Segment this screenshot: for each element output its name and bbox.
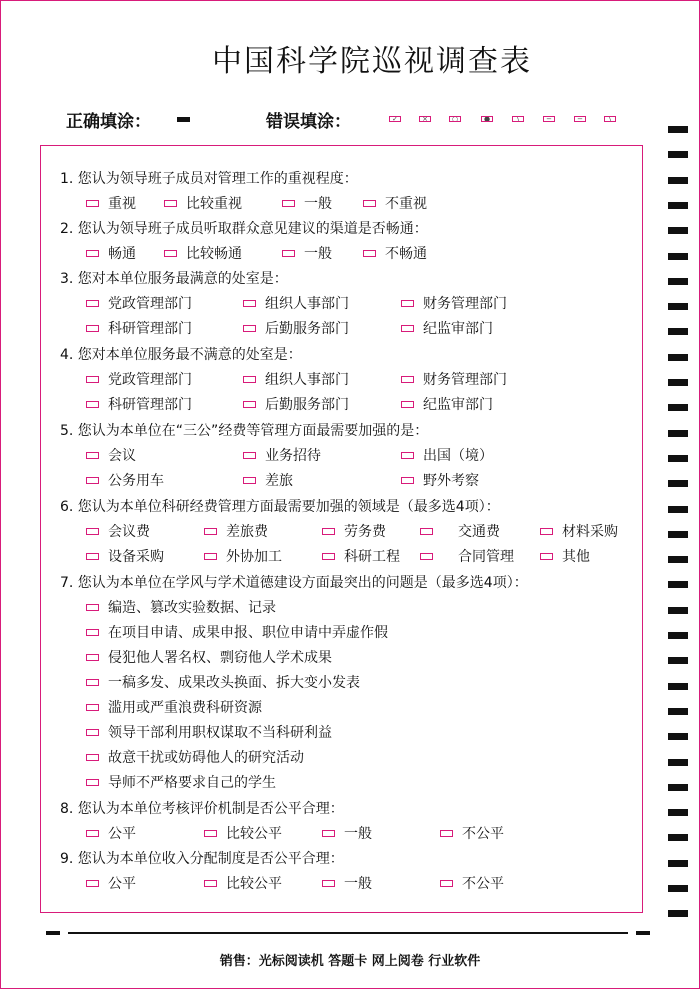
bubble-icon[interactable] — [420, 553, 433, 560]
timing-mark — [668, 151, 688, 158]
option-q7-2[interactable]: 在项目申请、成果申报、职位申请中弄虚作假 — [86, 622, 388, 642]
option-q7-7[interactable]: 故意干扰或妨碍他人的研究活动 — [86, 747, 304, 767]
bubble-icon[interactable] — [86, 376, 99, 383]
option-q3-1[interactable]: 党政管理部门 — [86, 293, 192, 313]
option-q9-4[interactable]: 不公平 — [440, 873, 504, 893]
bubble-icon[interactable] — [401, 376, 414, 383]
question-7: 7. 您认为本单位在学风与学术道德建设方面最突出的问题是（最多选4项）： — [60, 575, 528, 591]
wrong-sample-corner-icon: \ — [604, 116, 616, 122]
bubble-icon[interactable] — [86, 528, 99, 535]
bubble-icon[interactable] — [164, 250, 177, 257]
option-q3-6[interactable]: 纪监审部门 — [401, 318, 493, 338]
bubble-icon[interactable] — [401, 325, 414, 332]
timing-mark — [668, 278, 688, 285]
timing-mark — [668, 455, 688, 462]
page-title: 中国科学院巡视调查表 — [212, 44, 532, 79]
option-q6-2[interactable]: 差旅费 — [204, 521, 268, 541]
question-1: 1. 您认为领导班子成员对管理工作的重视程度： — [60, 171, 358, 187]
timing-mark — [668, 910, 688, 917]
bubble-icon[interactable] — [401, 452, 414, 459]
wrong-sample-check-icon: ✓ — [389, 116, 401, 122]
option-q6-8[interactable]: 科研工程 — [322, 546, 400, 566]
bubble-icon[interactable] — [204, 880, 217, 887]
timing-mark — [668, 657, 688, 664]
bubble-icon[interactable] — [440, 830, 453, 837]
option-q7-3[interactable]: 侵犯他人署名权、剽窃他人学术成果 — [86, 647, 332, 667]
bubble-icon[interactable] — [363, 250, 376, 257]
bubble-icon[interactable] — [243, 300, 256, 307]
bubble-icon[interactable] — [243, 325, 256, 332]
timing-mark — [668, 354, 688, 361]
bubble-icon[interactable] — [322, 553, 335, 560]
vendor-footer: 销售：光标阅读机 答题卡 网上阅卷 行业软件 — [219, 954, 481, 969]
bubble-icon[interactable] — [86, 880, 99, 887]
wrong-sample-half-icon: ● — [481, 116, 493, 122]
option-q7-1[interactable]: 编造、篡改实验数据、记录 — [86, 597, 276, 617]
bubble-icon[interactable] — [86, 604, 99, 611]
question-2: 2. 您认为领导班子成员听取群众意见建议的渠道是否畅通： — [60, 221, 428, 237]
option-q8-2[interactable]: 比较公平 — [204, 823, 282, 843]
bubble-icon[interactable] — [440, 880, 453, 887]
correct-fill-sample-icon — [177, 117, 190, 122]
option-q4-2[interactable]: 组织人事部门 — [243, 369, 349, 389]
option-q5-5[interactable]: 差旅 — [243, 470, 293, 490]
timing-mark — [668, 683, 688, 690]
question-8: 8. 您认为本单位考核评价机制是否公平合理： — [60, 801, 344, 817]
question-9: 9. 您认为本单位收入分配制度是否公平合理： — [60, 851, 344, 867]
timing-mark — [668, 202, 688, 209]
bubble-icon[interactable] — [86, 679, 99, 686]
option-q5-2[interactable]: 业务招待 — [243, 445, 321, 465]
option-q2-1[interactable]: 畅通 — [86, 243, 136, 263]
bottom-timing-mark-right — [636, 931, 650, 935]
option-q5-4[interactable]: 公务用车 — [86, 470, 164, 490]
timing-mark — [668, 581, 688, 588]
bubble-icon[interactable] — [322, 830, 335, 837]
option-q4-3[interactable]: 财务管理部门 — [401, 369, 507, 389]
option-q6-7[interactable]: 外协加工 — [204, 546, 282, 566]
bubble-icon[interactable] — [420, 528, 433, 535]
bubble-icon[interactable] — [322, 880, 335, 887]
bubble-icon[interactable] — [86, 830, 99, 837]
option-q5-3[interactable]: 出国（境） — [401, 445, 493, 465]
option-q6-3[interactable]: 劳务费 — [322, 521, 386, 541]
question-6: 6. 您认为本单位科研经费管理方面最需要加强的领域是（最多选4项）： — [60, 499, 500, 515]
timing-mark — [668, 834, 688, 841]
timing-mark — [668, 759, 688, 766]
bubble-icon[interactable] — [86, 250, 99, 257]
option-q5-1[interactable]: 会议 — [86, 445, 136, 465]
bubble-icon[interactable] — [401, 300, 414, 307]
timing-mark — [668, 607, 688, 614]
question-4: 4. 您对本单位服务最不满意的处室是： — [60, 347, 302, 363]
option-q4-5[interactable]: 后勤服务部门 — [243, 394, 349, 414]
timing-mark — [668, 253, 688, 260]
timing-mark — [668, 708, 688, 715]
option-q6-1[interactable]: 会议费 — [86, 521, 150, 541]
option-q1-1[interactable]: 重视 — [86, 193, 136, 213]
wrong-sample-dash-icon: − — [574, 116, 586, 122]
timing-mark — [668, 303, 688, 310]
bubble-icon[interactable] — [86, 452, 99, 459]
timing-mark — [668, 733, 688, 740]
timing-mark — [668, 809, 688, 816]
bubble-icon[interactable] — [86, 401, 99, 408]
bubble-icon[interactable] — [86, 325, 99, 332]
bubble-icon[interactable] — [243, 477, 256, 484]
option-q7-4[interactable]: 一稿多发、成果改头换面、拆大变小发表 — [86, 672, 360, 692]
option-q1-3[interactable]: 一般 — [282, 193, 332, 213]
option-q1-4[interactable]: 不重视 — [363, 193, 427, 213]
option-q7-6[interactable]: 领导干部利用职权谋取不当科研利益 — [86, 722, 332, 742]
bubble-icon[interactable] — [322, 528, 335, 535]
option-q3-3[interactable]: 财务管理部门 — [401, 293, 507, 313]
correct-fill-label: 正确填涂： — [66, 112, 151, 132]
option-q9-3[interactable]: 一般 — [322, 873, 372, 893]
timing-mark — [668, 860, 688, 867]
wrong-sample-bar-icon: − — [543, 116, 555, 122]
option-q2-3[interactable]: 一般 — [282, 243, 332, 263]
bubble-icon[interactable] — [282, 250, 295, 257]
option-q8-3[interactable]: 一般 — [322, 823, 372, 843]
timing-mark — [668, 430, 688, 437]
wrong-sample-circle-icon: ○ — [449, 116, 461, 122]
timing-mark — [668, 784, 688, 791]
option-q7-5[interactable]: 滥用或严重浪费科研资源 — [86, 697, 262, 717]
bubble-icon[interactable] — [86, 200, 99, 207]
option-q1-2[interactable]: 比较重视 — [164, 193, 242, 213]
timing-mark — [668, 177, 688, 184]
bubble-icon[interactable] — [401, 477, 414, 484]
option-q3-2[interactable]: 组织人事部门 — [243, 293, 349, 313]
bubble-icon[interactable] — [243, 376, 256, 383]
option-q6-5[interactable]: 材料采购 — [540, 521, 618, 541]
bubble-icon[interactable] — [86, 654, 99, 661]
option-q6-6[interactable]: 设备采购 — [86, 546, 164, 566]
option-q8-1[interactable]: 公平 — [86, 823, 136, 843]
question-5: 5. 您认为本单位在“三公”经费等管理方面最需要加强的是： — [60, 423, 429, 439]
bubble-icon[interactable] — [86, 754, 99, 761]
option-q3-5[interactable]: 后勤服务部门 — [243, 318, 349, 338]
bubble-icon[interactable] — [243, 401, 256, 408]
option-q7-8[interactable]: 导师不严格要求自己的学生 — [86, 772, 276, 792]
option-q6-10[interactable]: 其他 — [540, 546, 590, 566]
timing-mark — [668, 227, 688, 234]
timing-mark — [668, 531, 688, 538]
bubble-icon[interactable] — [86, 704, 99, 711]
bubble-icon[interactable] — [204, 553, 217, 560]
bubble-icon[interactable] — [204, 830, 217, 837]
bubble-icon[interactable] — [243, 452, 256, 459]
timing-mark — [668, 885, 688, 892]
option-q4-4[interactable]: 科研管理部门 — [86, 394, 192, 414]
question-3: 3. 您对本单位服务最满意的处室是： — [60, 271, 288, 287]
option-q3-4[interactable]: 科研管理部门 — [86, 318, 192, 338]
bubble-icon[interactable] — [86, 553, 99, 560]
timing-mark — [668, 404, 688, 411]
option-q6-4[interactable]: 交通费 — [420, 521, 500, 541]
bubble-icon[interactable] — [204, 528, 217, 535]
bubble-icon[interactable] — [540, 553, 553, 560]
bubble-icon[interactable] — [164, 200, 177, 207]
wrong-sample-cross-icon: × — [419, 116, 431, 122]
timing-mark — [668, 632, 688, 639]
timing-mark — [668, 379, 688, 386]
timing-mark — [668, 556, 688, 563]
wrong-fill-label: 错误填涂： — [266, 112, 351, 132]
bubble-icon[interactable] — [363, 200, 376, 207]
bubble-icon[interactable] — [86, 729, 99, 736]
bubble-icon[interactable] — [86, 300, 99, 307]
timing-mark — [668, 126, 688, 133]
option-q9-2[interactable]: 比较公平 — [204, 873, 282, 893]
bubble-icon[interactable] — [86, 629, 99, 636]
option-q4-6[interactable]: 纪监审部门 — [401, 394, 493, 414]
bubble-icon[interactable] — [86, 779, 99, 786]
timing-mark — [668, 480, 688, 487]
option-q9-1[interactable]: 公平 — [86, 873, 136, 893]
option-q4-1[interactable]: 党政管理部门 — [86, 369, 192, 389]
option-q2-2[interactable]: 比较畅通 — [164, 243, 242, 263]
bubble-icon[interactable] — [86, 477, 99, 484]
option-q5-6[interactable]: 野外考察 — [401, 470, 479, 490]
option-q8-4[interactable]: 不公平 — [440, 823, 504, 843]
wrong-sample-slash-icon: \ — [512, 116, 524, 122]
bubble-icon[interactable] — [282, 200, 295, 207]
bottom-timing-mark-left — [46, 931, 60, 935]
timing-mark — [668, 506, 688, 513]
bubble-icon[interactable] — [401, 401, 414, 408]
bubble-icon[interactable] — [540, 528, 553, 535]
bottom-rule — [68, 932, 628, 934]
option-q6-9[interactable]: 合同管理 — [420, 546, 514, 566]
timing-mark — [668, 328, 688, 335]
option-q2-4[interactable]: 不畅通 — [363, 243, 427, 263]
